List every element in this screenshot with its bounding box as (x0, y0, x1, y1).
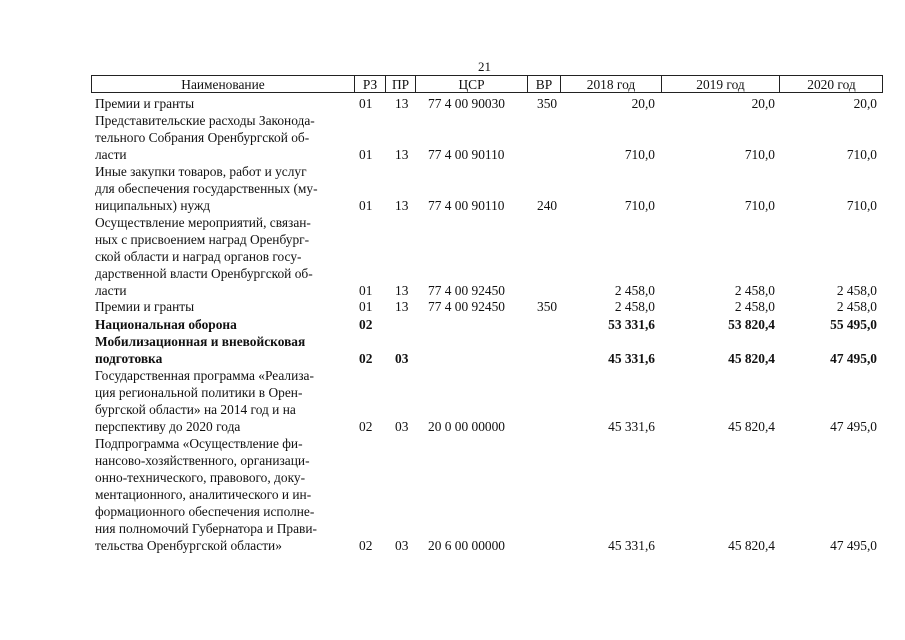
cell-name: тельного Собрания Оренбургской об- (95, 130, 310, 145)
cell-y2020: 710,0 (846, 147, 877, 162)
cell-y2020: 20,0 (853, 96, 877, 111)
cell-rz: 01 (359, 283, 373, 298)
cell-name: Подпрограмма «Осуществление фи- (95, 436, 303, 451)
cell-name: бургской области» на 2014 год и на (95, 402, 296, 417)
cell-y2019: 45 820,4 (728, 538, 775, 553)
cell-csr: 77 4 00 90110 (428, 147, 505, 162)
table-row (0, 129, 905, 146)
table-row (0, 197, 905, 214)
cell-rz: 01 (359, 96, 373, 111)
cell-name: Премии и гранты (95, 299, 195, 314)
cell-y2020: 2 458,0 (836, 283, 877, 298)
cell-y2018: 45 331,6 (608, 538, 655, 553)
cell-y2019: 45 820,4 (728, 419, 775, 434)
header-csr: ЦСР (415, 76, 527, 93)
cell-y2019: 710,0 (744, 198, 775, 213)
cell-name: ской области и наград органов госу- (95, 249, 302, 264)
page-number: 21 (478, 59, 491, 74)
cell-y2020: 55 495,0 (830, 317, 877, 332)
table-row (0, 231, 905, 248)
cell-y2018: 710,0 (624, 198, 655, 213)
cell-name: ниципальных) нужд (95, 198, 211, 213)
cell-name: ласти (95, 147, 127, 162)
table-row (0, 112, 905, 129)
cell-name: для обеспечения государственных (му- (95, 181, 318, 196)
cell-name: формационного обеспечения исполне- (95, 504, 315, 519)
table-row (0, 520, 905, 537)
cell-y2018: 53 331,6 (608, 317, 655, 332)
table-row (0, 503, 905, 520)
cell-name: ных с присвоением наград Оренбург- (95, 232, 310, 247)
header-rz: РЗ (354, 76, 385, 93)
table-row (0, 163, 905, 180)
cell-pr: 13 (395, 147, 409, 162)
cell-y2018: 710,0 (624, 147, 655, 162)
table-row (0, 486, 905, 503)
cell-csr: 20 0 00 00000 (428, 419, 505, 434)
table-row (0, 214, 905, 231)
cell-y2019: 710,0 (744, 147, 775, 162)
cell-pr: 13 (395, 299, 409, 314)
cell-vr: 350 (537, 96, 558, 111)
cell-y2020: 47 495,0 (830, 538, 877, 553)
table-row (0, 248, 905, 265)
cell-pr: 13 (395, 96, 409, 111)
cell-y2020: 47 495,0 (830, 351, 877, 366)
cell-csr: 77 4 00 92450 (428, 283, 505, 298)
table-row (0, 350, 905, 367)
cell-name: дарственной власти Оренбургской об- (95, 266, 313, 281)
cell-csr: 20 6 00 00000 (428, 538, 505, 553)
cell-rz: 01 (359, 147, 373, 162)
cell-name: ласти (95, 283, 127, 298)
cell-name: тельства Оренбургской области» (95, 538, 282, 553)
cell-pr: 03 (395, 351, 409, 366)
cell-rz: 01 (359, 299, 373, 314)
cell-name: Иные закупки товаров, работ и услуг (95, 164, 307, 179)
cell-y2020: 47 495,0 (830, 419, 877, 434)
cell-csr: 77 4 00 90110 (428, 198, 505, 213)
table-row (0, 265, 905, 282)
cell-y2018: 20,0 (631, 96, 655, 111)
cell-pr: 13 (395, 283, 409, 298)
header-name: Наименование (181, 77, 265, 92)
cell-csr: 77 4 00 90030 (428, 96, 505, 111)
table-row (0, 180, 905, 197)
cell-y2020: 2 458,0 (836, 299, 877, 314)
cell-y2019: 2 458,0 (734, 283, 775, 298)
cell-rz: 02 (359, 317, 373, 332)
cell-y2018: 45 331,6 (608, 419, 655, 434)
cell-y2018: 2 458,0 (614, 299, 655, 314)
cell-pr: 03 (395, 419, 409, 434)
header-vr: ВР (527, 76, 560, 93)
table-row (0, 537, 905, 554)
table-row (0, 95, 905, 112)
header-pr: ПР (385, 76, 415, 93)
table-row (0, 469, 905, 486)
cell-rz: 02 (359, 419, 373, 434)
cell-vr: 240 (537, 198, 558, 213)
table-row (0, 333, 905, 350)
table-row (0, 452, 905, 469)
cell-rz: 01 (359, 198, 373, 213)
cell-name: Премии и гранты (95, 96, 195, 111)
cell-y2019: 45 820,4 (728, 351, 775, 366)
table-row (0, 384, 905, 401)
cell-pr: 03 (395, 538, 409, 553)
cell-y2018: 45 331,6 (608, 351, 655, 366)
table-header (91, 75, 883, 93)
cell-name: Мобилизационная и вневойсковая (95, 334, 306, 349)
header-2019: 2019 год (661, 76, 779, 93)
cell-y2020: 710,0 (846, 198, 877, 213)
table-row (0, 435, 905, 452)
cell-name: Национальная оборона (95, 317, 237, 332)
table-row (0, 418, 905, 435)
cell-y2019: 20,0 (751, 96, 775, 111)
header-2020: 2020 год (779, 76, 883, 93)
cell-y2019: 53 820,4 (728, 317, 775, 332)
table-row (0, 401, 905, 418)
cell-name: подготовка (95, 351, 163, 366)
table-row (0, 367, 905, 384)
cell-name: онно-технического, правового, доку- (95, 470, 306, 485)
cell-name: ментационного, аналитического и ин- (95, 487, 312, 502)
cell-name: ция региональной политики в Орен- (95, 385, 303, 400)
cell-y2018: 2 458,0 (614, 283, 655, 298)
cell-csr: 77 4 00 92450 (428, 299, 505, 314)
cell-rz: 02 (359, 351, 373, 366)
cell-pr: 13 (395, 198, 409, 213)
cell-name: нансово-хозяйственного, организаци- (95, 453, 310, 468)
table-row (0, 316, 905, 333)
cell-name: Государственная программа «Реализа- (95, 368, 314, 383)
header-2018: 2018 год (560, 76, 661, 93)
cell-name: Осуществление мероприятий, связан- (95, 215, 311, 230)
table-row (0, 146, 905, 163)
cell-y2019: 2 458,0 (734, 299, 775, 314)
cell-name: перспективу до 2020 года (95, 419, 241, 434)
table-row (0, 298, 905, 315)
cell-rz: 02 (359, 538, 373, 553)
cell-name: Представительские расходы Законода- (95, 113, 315, 128)
cell-vr: 350 (537, 299, 558, 314)
cell-name: ния полномочий Губернатора и Прави- (95, 521, 317, 536)
table-row (0, 282, 905, 299)
